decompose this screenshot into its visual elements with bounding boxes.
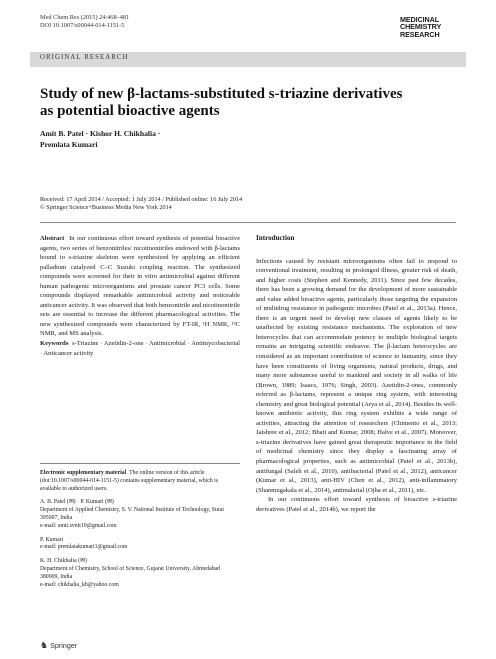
esm-label: Electronic supplementary material (40, 470, 127, 476)
publisher-footer (40, 640, 77, 651)
affiliation-3: K. H. Chikhalia (✉) Department of Chemistry, School of Science, Gujarat University, Ahmedabad 380009, India e-mail: chikhalia_kh@yahoo.com (40, 558, 221, 588)
footnotes (40, 470, 240, 595)
author-list (40, 128, 340, 150)
abstract (40, 234, 240, 339)
left-column (40, 234, 240, 358)
citation-line: Med Chem Res (2015) 24:468–481 (40, 14, 130, 21)
logo-line-2: CHEMISTRY (400, 22, 442, 32)
keywords (40, 339, 240, 358)
introduction-heading: Introduction (256, 234, 295, 242)
affiliation-1: A. B. Patel (✉) · P. Kumari (✉) Department of Applied Chemistry, S. V. National Institute of Technology, Surat 395007, India e-mail: amit.svnit10@gmail.com (40, 499, 224, 529)
article-type-banner (30, 52, 466, 67)
abstract-label: Abstract (40, 235, 65, 242)
journal-citation (40, 14, 129, 30)
authors-line-1: Amit B. Patel · Kishor H. Chikhalia · (40, 129, 161, 138)
logo-line-1: MEDICINAL (400, 15, 440, 24)
title-line-1: Study of new β-lactams-substituted s-triazine derivatives (40, 86, 403, 102)
esm-note (40, 470, 240, 493)
right-column (256, 234, 457, 514)
publication-dates (40, 196, 460, 212)
keywords-text: s-Triazine · Azetidin-2-one · Antimicrobial · Antimycobacterial · Anticancer activity (40, 340, 240, 357)
copyright-line: © Springer Science+Business Media New York 2014 (40, 204, 172, 211)
springer-horse-icon: ♞ (40, 640, 49, 650)
introduction-paragraph-2: In our continuous effort toward synthesis of bioactive s-triazine derivatives (Patel et al., 2014b), we report the (256, 496, 457, 513)
abstract-text: In our continuous effort toward synthesis of potential bioactive agents, two series of benzonitriles/ nicotinonitriles endowed with β-lactams bound to s-triazine skeleton were synthesized by applying an efficient palladium catalyzed C–C Suzuki coupling reaction. The synthesized compounds were screened for their in vitro antimicrobial against different human pathogenic microorganisms and prostate cancer PC3 cells. Some compounds displayed remarkable antimicrobial activity and noticeable anticancer activity. It was observed that both benzonitrile and nicotinonitrile sets are essential to increase the different pharmacological activities. The new synthesized compounds were characterized by FT-IR, ¹H NMR, ¹³C NMR, and MS analysis. (40, 235, 240, 338)
article-type-label: ORIGINAL RESEARCH (40, 54, 129, 61)
title-line-2: as potential bioactive agents (40, 103, 220, 119)
logo-line-3: RESEARCH (400, 29, 440, 39)
journal-logo (400, 16, 462, 38)
keywords-label: Keywords (40, 340, 69, 348)
header-divider (40, 222, 456, 223)
introduction-paragraph-1: Infections caused by resistant microorganisms often fail to respond to conventional treatment, resulting in prolonged illness, greater risk of death, and higher costs (Stephen and Kennedy, 2011). Since past few decades, there has been a growing demand for the development of more sustainable and value added bioactive agents, particularly those targeting the expansion of multidrug resistance in pathogenic microbes (Patel et al., 2013a). Hence, there is an urgent need to develop new classes of agents likely to be unaffected by existing resistance mechanisms. The exploration of new heterocycles that can accommodate potency to multiple biological targets remains an intriguing scientific endeavor. The β-lactam heterocycles are considered as an important contribution of science to humanity, since they have been constituents of living organisms, natural products, drugs, and many more substances useful to mankind and society in all walks of life (Brown, 1989; Isaacs, 1976; Singh, 2003). Azetidin-2-ones, commonly referred as β-lactams, represent a unique ring system, with interesting chemistry and great biological potential (Arya et al., 2014). Besides its well-known antibiotic activity, this ring system exhibits a wide range of activities, attracting the attention of researchers (Chimento et al., 2013; Jaishree et al., 2012; Bhati and Kumar, 2008; Halve et al., 2007). Moreover, s-triazine derivatives have gained great therapeutic importance in the field of medicinal chemistry since they display a fascinating array of pharmacological properties, such as antimicrobial (Patel et al., 2013b), antifungal (Saleh et al., 2010), antibacterial (Patel et al., 2012), anticancer (Kumar et al., 2013), anti-HIV (Chen et al., 2012), anti-inflammatory (Shanmugakala et al., 2014), antimalarial (Ojha et al., 2011), etc. (256, 257, 457, 494)
affiliation-2: P. Kumari e-mail: premlatakumari1@gmail.com (40, 536, 128, 551)
article-title (40, 86, 440, 120)
dates-line-1: Received: 17 April 2014 / Accepted: 1 July 2014 / Published online: 16 July 2014 (40, 196, 243, 203)
footnote-divider (40, 463, 240, 464)
publisher-name: Springer (50, 641, 78, 650)
esm-text: The online version of this article (doi:10.1007/s00044-014-1151-5) contains supplementary material, which is available to authorized users. (40, 470, 219, 492)
doi-line: DOI 10.1007/s00044-014-1151-5 (40, 22, 125, 30)
authors-line-2: Premlata Kumari (40, 140, 98, 149)
